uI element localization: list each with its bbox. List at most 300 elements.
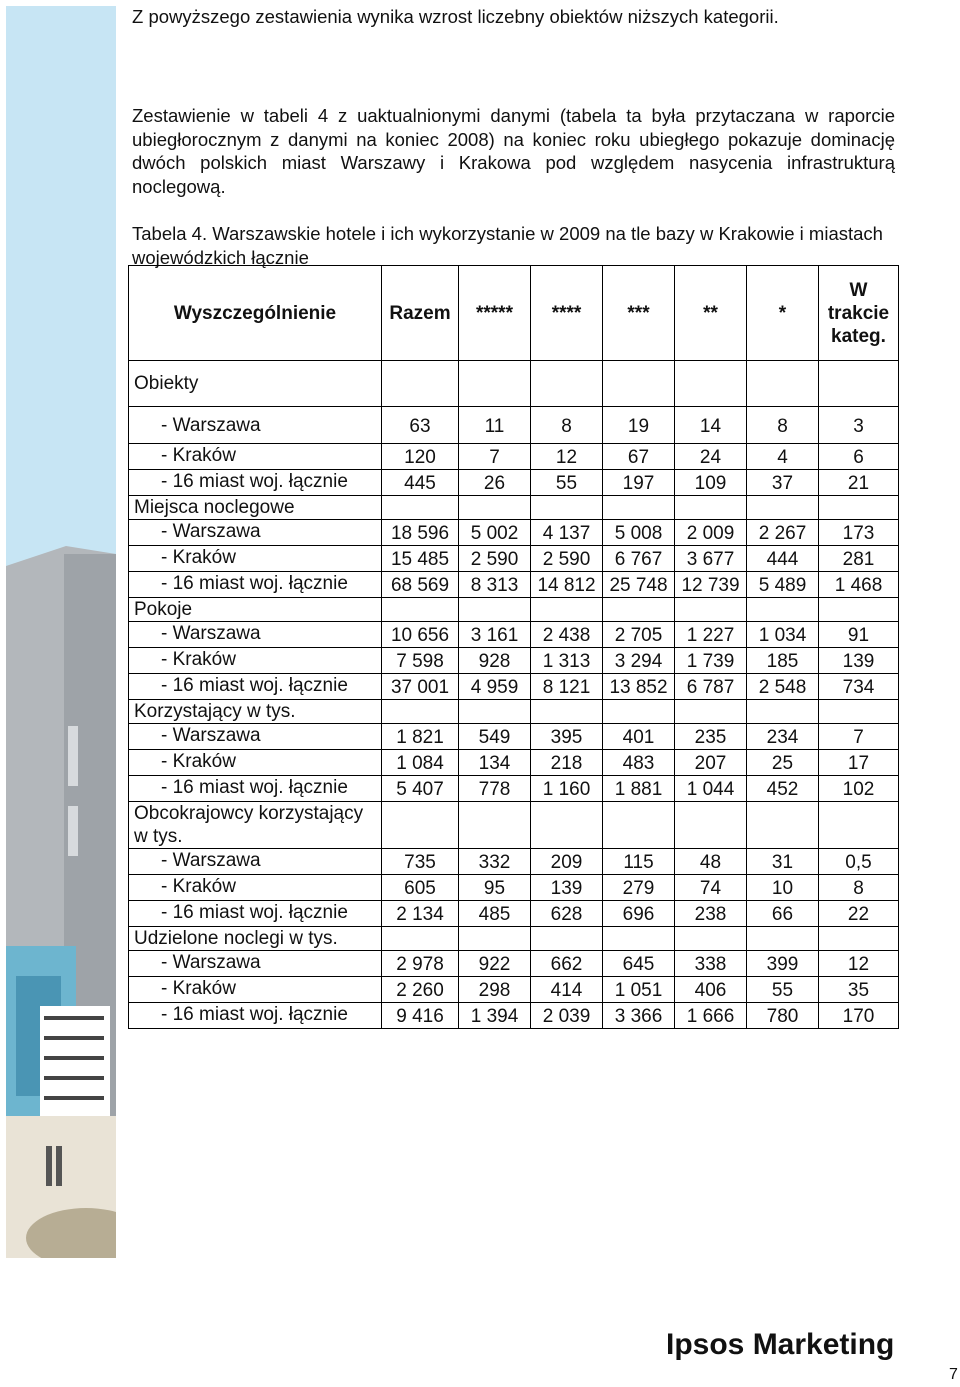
table-header-row xyxy=(129,266,899,361)
cell-value: 734 xyxy=(842,677,875,698)
value-cell xyxy=(382,444,459,470)
value-cell xyxy=(747,444,819,470)
value-cell xyxy=(459,977,531,1003)
value-cell xyxy=(382,1003,459,1029)
empty-cell xyxy=(382,361,459,407)
cell-value: 26 xyxy=(483,473,506,494)
value-cell xyxy=(747,546,819,572)
value-cell xyxy=(459,1003,531,1029)
empty-cell xyxy=(603,598,675,622)
table-row xyxy=(129,622,899,648)
value-cell xyxy=(603,776,675,802)
value-cell xyxy=(531,849,603,875)
cell-value: 662 xyxy=(550,954,583,975)
value-cell xyxy=(819,572,899,598)
value-cell xyxy=(819,875,899,901)
cell-value: 549 xyxy=(478,727,511,748)
row-label: - Kraków xyxy=(129,444,382,470)
cell-value: 3 161 xyxy=(470,625,519,646)
value-cell xyxy=(382,724,459,750)
empty-cell xyxy=(675,802,747,849)
cell-value: 139 xyxy=(842,651,875,672)
cell-value: 3 294 xyxy=(614,651,663,672)
value-cell xyxy=(819,776,899,802)
value-cell xyxy=(603,444,675,470)
table-row xyxy=(129,444,899,470)
cell-value: 483 xyxy=(622,753,655,774)
value-cell xyxy=(603,546,675,572)
empty-cell xyxy=(459,598,531,622)
row-label: - Kraków xyxy=(129,875,382,901)
cell-value: 928 xyxy=(478,651,511,672)
cell-value: 735 xyxy=(404,852,436,873)
empty-cell xyxy=(747,927,819,951)
value-cell xyxy=(603,724,675,750)
cell-value: 8 xyxy=(853,878,864,899)
cell-value: 485 xyxy=(478,904,511,925)
table-group-row xyxy=(129,598,899,622)
cell-value: 1 666 xyxy=(686,1006,735,1027)
value-cell xyxy=(819,901,899,927)
cell-value: 35 xyxy=(847,980,870,1001)
empty-cell xyxy=(747,496,819,520)
empty-cell xyxy=(603,802,675,849)
value-cell xyxy=(603,407,675,444)
row-label: - Warszawa xyxy=(129,520,382,546)
value-cell xyxy=(603,648,675,674)
table-group-row xyxy=(129,496,899,520)
value-cell xyxy=(603,520,675,546)
empty-cell xyxy=(531,598,603,622)
cell-value: 8 313 xyxy=(470,575,519,596)
table-row xyxy=(129,750,899,776)
value-cell xyxy=(531,776,603,802)
value-cell xyxy=(819,470,899,496)
cell-value: 37 001 xyxy=(390,677,450,698)
value-cell xyxy=(819,977,899,1003)
cell-value: 2 039 xyxy=(542,1006,591,1027)
cell-value: 12 xyxy=(847,954,870,975)
value-cell xyxy=(747,875,819,901)
empty-cell xyxy=(819,598,899,622)
value-cell xyxy=(675,622,747,648)
cell-value: 19 xyxy=(627,415,650,437)
row-label: - 16 miast woj. łącznie xyxy=(129,674,382,700)
cell-value: 22 xyxy=(847,904,870,925)
cell-value: 238 xyxy=(694,904,727,925)
cell-value: 1 051 xyxy=(614,980,663,1001)
empty-cell xyxy=(747,361,819,407)
table-group-row xyxy=(129,361,899,407)
cell-value: 279 xyxy=(622,878,655,899)
empty-cell xyxy=(382,496,459,520)
value-cell xyxy=(603,674,675,700)
cell-value: 2 548 xyxy=(758,677,807,698)
row-label: - 16 miast woj. łącznie xyxy=(129,470,382,496)
cell-value: 37 xyxy=(771,473,794,494)
cell-value: 8 121 xyxy=(542,677,591,698)
cell-value: 1 739 xyxy=(686,651,735,672)
cell-value: 25 748 xyxy=(609,575,668,596)
table-row xyxy=(129,520,899,546)
value-cell xyxy=(382,849,459,875)
value-cell xyxy=(531,572,603,598)
value-cell xyxy=(382,875,459,901)
table-row xyxy=(129,1003,899,1029)
value-cell xyxy=(603,901,675,927)
cell-value: 298 xyxy=(478,980,511,1001)
cell-value: 1 227 xyxy=(686,625,735,646)
value-cell xyxy=(531,750,603,776)
value-cell xyxy=(382,674,459,700)
cell-value: 2 590 xyxy=(542,549,591,570)
value-cell xyxy=(747,470,819,496)
value-cell xyxy=(675,750,747,776)
value-cell xyxy=(747,750,819,776)
row-label: - Kraków xyxy=(129,977,382,1003)
value-cell xyxy=(382,622,459,648)
cell-value: 1 468 xyxy=(834,575,883,596)
value-cell xyxy=(459,674,531,700)
value-cell xyxy=(819,1003,899,1029)
cell-value: 2 590 xyxy=(470,549,519,570)
row-label: - Warszawa xyxy=(129,849,382,875)
row-label: - 16 miast woj. łącznie xyxy=(129,901,382,927)
hotel-statistics-table xyxy=(128,265,899,1029)
value-cell xyxy=(747,1003,819,1029)
cell-value: 3 xyxy=(853,415,864,437)
cell-value: 55 xyxy=(771,980,794,1001)
value-cell xyxy=(382,901,459,927)
cell-value: 134 xyxy=(478,753,511,774)
group-label: Obcokrajowcy korzystający w tys. xyxy=(129,802,382,849)
row-label: - Kraków xyxy=(129,750,382,776)
brand-logo-text: Ipsos Marketing xyxy=(666,1328,895,1361)
value-cell xyxy=(382,648,459,674)
table-row xyxy=(129,776,899,802)
cell-value: 21 xyxy=(847,473,870,494)
cell-value: 4 959 xyxy=(470,677,519,698)
value-cell xyxy=(531,724,603,750)
cell-value: 55 xyxy=(555,473,578,494)
cell-value: 395 xyxy=(550,727,583,748)
cell-value: 605 xyxy=(404,878,436,899)
value-cell xyxy=(603,750,675,776)
group-label: Pokoje xyxy=(129,598,382,622)
table-row xyxy=(129,470,899,496)
value-cell xyxy=(747,407,819,444)
cell-value: 209 xyxy=(550,852,583,873)
value-cell xyxy=(675,407,747,444)
cell-value: 12 739 xyxy=(681,575,740,596)
value-cell xyxy=(819,674,899,700)
empty-cell xyxy=(382,700,459,724)
header-description: Wyszczególnienie xyxy=(129,266,382,361)
value-cell xyxy=(382,776,459,802)
row-label: - 16 miast woj. łącznie xyxy=(129,1003,382,1029)
cell-value: 399 xyxy=(766,954,799,975)
cell-value: 1 044 xyxy=(686,779,735,800)
cell-value: 4 xyxy=(777,447,788,468)
cell-value: 6 xyxy=(853,447,864,468)
empty-cell xyxy=(459,802,531,849)
cell-value: 3 677 xyxy=(686,549,735,570)
group-label: Obiekty xyxy=(129,361,382,407)
value-cell xyxy=(459,546,531,572)
cell-value: 2 978 xyxy=(396,954,444,975)
cell-value: 235 xyxy=(694,727,727,748)
value-cell xyxy=(603,572,675,598)
cell-value: 1 394 xyxy=(470,1006,519,1027)
table-caption: Tabela 4. Warszawskie hotele i ich wykorzystanie w 2009 na tle bazy w Krakowie i miastach wojewódzkich łącznie xyxy=(132,223,883,268)
cell-value: 696 xyxy=(622,904,655,925)
intro-text: Z powyższego zestawienia wynika wzrost liczebny obiektów niższych kategorii. xyxy=(132,6,779,27)
value-cell xyxy=(531,470,603,496)
cell-value: 63 xyxy=(409,415,431,437)
value-cell xyxy=(747,901,819,927)
cell-value: 1 034 xyxy=(758,625,807,646)
value-cell xyxy=(747,977,819,1003)
cell-value: 12 xyxy=(555,447,578,468)
cell-value: 2 134 xyxy=(396,904,444,925)
cell-value: 14 812 xyxy=(537,575,596,596)
cell-value: 5 489 xyxy=(758,575,807,596)
empty-cell xyxy=(675,927,747,951)
table-row xyxy=(129,977,899,1003)
empty-cell xyxy=(819,496,899,520)
value-cell xyxy=(531,520,603,546)
cell-value: 0,5 xyxy=(845,852,872,873)
value-cell xyxy=(819,724,899,750)
row-label: - Warszawa xyxy=(129,724,382,750)
table-row xyxy=(129,951,899,977)
value-cell xyxy=(747,622,819,648)
empty-cell xyxy=(459,361,531,407)
value-cell xyxy=(747,849,819,875)
header-total: Razem xyxy=(382,266,459,361)
cell-value: 1 821 xyxy=(396,727,444,748)
value-cell xyxy=(675,849,747,875)
cell-value: 1 160 xyxy=(542,779,591,800)
value-cell xyxy=(675,546,747,572)
cell-value: 332 xyxy=(478,852,511,873)
value-cell xyxy=(459,572,531,598)
cell-value: 4 137 xyxy=(542,523,591,544)
header-1-star: * xyxy=(747,266,819,361)
value-cell xyxy=(531,1003,603,1029)
header-3-star: *** xyxy=(603,266,675,361)
empty-cell xyxy=(819,361,899,407)
cell-value: 14 xyxy=(699,415,722,437)
value-cell xyxy=(747,951,819,977)
cell-value: 102 xyxy=(842,779,875,800)
value-cell xyxy=(459,648,531,674)
table-row xyxy=(129,724,899,750)
value-cell xyxy=(819,750,899,776)
cell-value: 13 852 xyxy=(609,677,668,698)
value-cell xyxy=(603,1003,675,1029)
value-cell xyxy=(382,470,459,496)
empty-cell xyxy=(531,700,603,724)
table-row xyxy=(129,546,899,572)
cityscape-svg xyxy=(6,6,116,1258)
row-label: - Kraków xyxy=(129,648,382,674)
empty-cell xyxy=(675,700,747,724)
table-row xyxy=(129,648,899,674)
empty-cell xyxy=(675,598,747,622)
empty-cell xyxy=(747,700,819,724)
cell-value: 173 xyxy=(842,523,875,544)
value-cell xyxy=(459,776,531,802)
value-cell xyxy=(531,674,603,700)
value-cell xyxy=(459,724,531,750)
page-number: 7 xyxy=(949,1366,958,1383)
cell-value: 778 xyxy=(478,779,511,800)
header-5-star: ***** xyxy=(459,266,531,361)
cell-value: 109 xyxy=(694,473,727,494)
value-cell xyxy=(459,520,531,546)
cell-value: 218 xyxy=(550,753,583,774)
header-4-star: **** xyxy=(531,266,603,361)
value-cell xyxy=(459,951,531,977)
cell-value: 10 656 xyxy=(390,625,450,646)
table-row xyxy=(129,407,899,444)
empty-cell xyxy=(531,361,603,407)
table-group-row xyxy=(129,700,899,724)
cell-value: 115 xyxy=(623,852,654,873)
cell-value: 2 009 xyxy=(686,523,735,544)
cell-value: 8 xyxy=(561,415,572,437)
body-paragraph: Zestawienie w tabeli 4 z uaktualnionymi danymi (tabela ta była przytaczana w raporcie ubiegłorocznym z danymi na koniec 2008) na koniec roku ubiegłego pokazuje dominację dwóch polskich miast Warszawy i Krakowa pod względem nasycenia infrastrukturą noclegową. xyxy=(132,105,895,197)
row-label: - Warszawa xyxy=(129,622,382,648)
table-row xyxy=(129,849,899,875)
cell-value: 74 xyxy=(699,878,722,899)
empty-cell xyxy=(531,496,603,520)
cell-value: 281 xyxy=(842,549,875,570)
value-cell xyxy=(675,444,747,470)
value-cell xyxy=(747,572,819,598)
value-cell xyxy=(382,520,459,546)
value-cell xyxy=(382,977,459,1003)
cell-value: 18 596 xyxy=(390,523,450,544)
cell-value: 31 xyxy=(771,852,794,873)
cell-value: 91 xyxy=(847,625,870,646)
group-label: Miejsca noclegowe xyxy=(129,496,382,520)
empty-cell xyxy=(675,361,747,407)
value-cell xyxy=(531,977,603,1003)
cell-value: 2 438 xyxy=(542,625,591,646)
cell-value: 25 xyxy=(771,753,794,774)
cell-value: 401 xyxy=(622,727,655,748)
cell-value: 120 xyxy=(404,447,436,468)
value-cell xyxy=(603,622,675,648)
cell-value: 10 xyxy=(771,878,794,899)
cell-value: 6 787 xyxy=(686,677,735,698)
value-cell xyxy=(747,520,819,546)
cell-value: 9 416 xyxy=(396,1006,444,1027)
row-label: - Warszawa xyxy=(129,951,382,977)
value-cell xyxy=(675,951,747,977)
value-cell xyxy=(603,951,675,977)
cell-value: 2 705 xyxy=(614,625,663,646)
cell-value: 48 xyxy=(699,852,722,873)
empty-cell xyxy=(459,496,531,520)
value-cell xyxy=(531,622,603,648)
empty-cell xyxy=(675,496,747,520)
value-cell xyxy=(819,622,899,648)
value-cell xyxy=(531,901,603,927)
value-cell xyxy=(531,951,603,977)
cell-value: 11 xyxy=(484,415,505,437)
header-2-star: ** xyxy=(675,266,747,361)
value-cell xyxy=(603,977,675,1003)
empty-cell xyxy=(459,700,531,724)
decorative-cityscape-illustration xyxy=(6,6,116,1258)
value-cell xyxy=(819,849,899,875)
row-label: - Warszawa xyxy=(129,407,382,444)
cell-value: 5 002 xyxy=(470,523,519,544)
row-label: - 16 miast woj. łącznie xyxy=(129,776,382,802)
value-cell xyxy=(382,572,459,598)
value-cell xyxy=(675,520,747,546)
cell-value: 1 313 xyxy=(542,651,591,672)
empty-cell xyxy=(603,496,675,520)
value-cell xyxy=(459,470,531,496)
empty-cell xyxy=(747,802,819,849)
value-cell xyxy=(819,546,899,572)
cell-value: 414 xyxy=(550,980,583,1001)
value-cell xyxy=(531,648,603,674)
cell-value: 7 xyxy=(853,727,864,748)
value-cell xyxy=(459,407,531,444)
row-label: - 16 miast woj. łącznie xyxy=(129,572,382,598)
table-row xyxy=(129,572,899,598)
header-in-categorization: W trakcie kateg. xyxy=(819,266,899,361)
value-cell xyxy=(459,901,531,927)
group-label: Udzielone noclegi w tys. xyxy=(129,927,382,951)
cell-value: 185 xyxy=(766,651,799,672)
value-cell xyxy=(747,648,819,674)
cell-value: 445 xyxy=(404,473,436,494)
value-cell xyxy=(531,875,603,901)
value-cell xyxy=(382,750,459,776)
cell-value: 170 xyxy=(842,1006,875,1027)
value-cell xyxy=(747,776,819,802)
empty-cell xyxy=(531,802,603,849)
value-cell xyxy=(382,546,459,572)
empty-cell xyxy=(819,700,899,724)
group-label: Korzystający w tys. xyxy=(129,700,382,724)
cell-value: 922 xyxy=(478,954,511,975)
empty-cell xyxy=(603,927,675,951)
cell-value: 1 881 xyxy=(614,779,663,800)
value-cell xyxy=(382,407,459,444)
value-cell xyxy=(382,951,459,977)
value-cell xyxy=(747,674,819,700)
value-cell xyxy=(675,901,747,927)
cell-value: 24 xyxy=(699,447,722,468)
empty-cell xyxy=(819,802,899,849)
empty-cell xyxy=(459,927,531,951)
value-cell xyxy=(675,1003,747,1029)
value-cell xyxy=(675,724,747,750)
table-row xyxy=(129,901,899,927)
cell-value: 67 xyxy=(627,447,650,468)
row-label: - Kraków xyxy=(129,546,382,572)
cell-value: 444 xyxy=(766,549,799,570)
empty-cell xyxy=(382,802,459,849)
cell-value: 8 xyxy=(777,415,788,437)
